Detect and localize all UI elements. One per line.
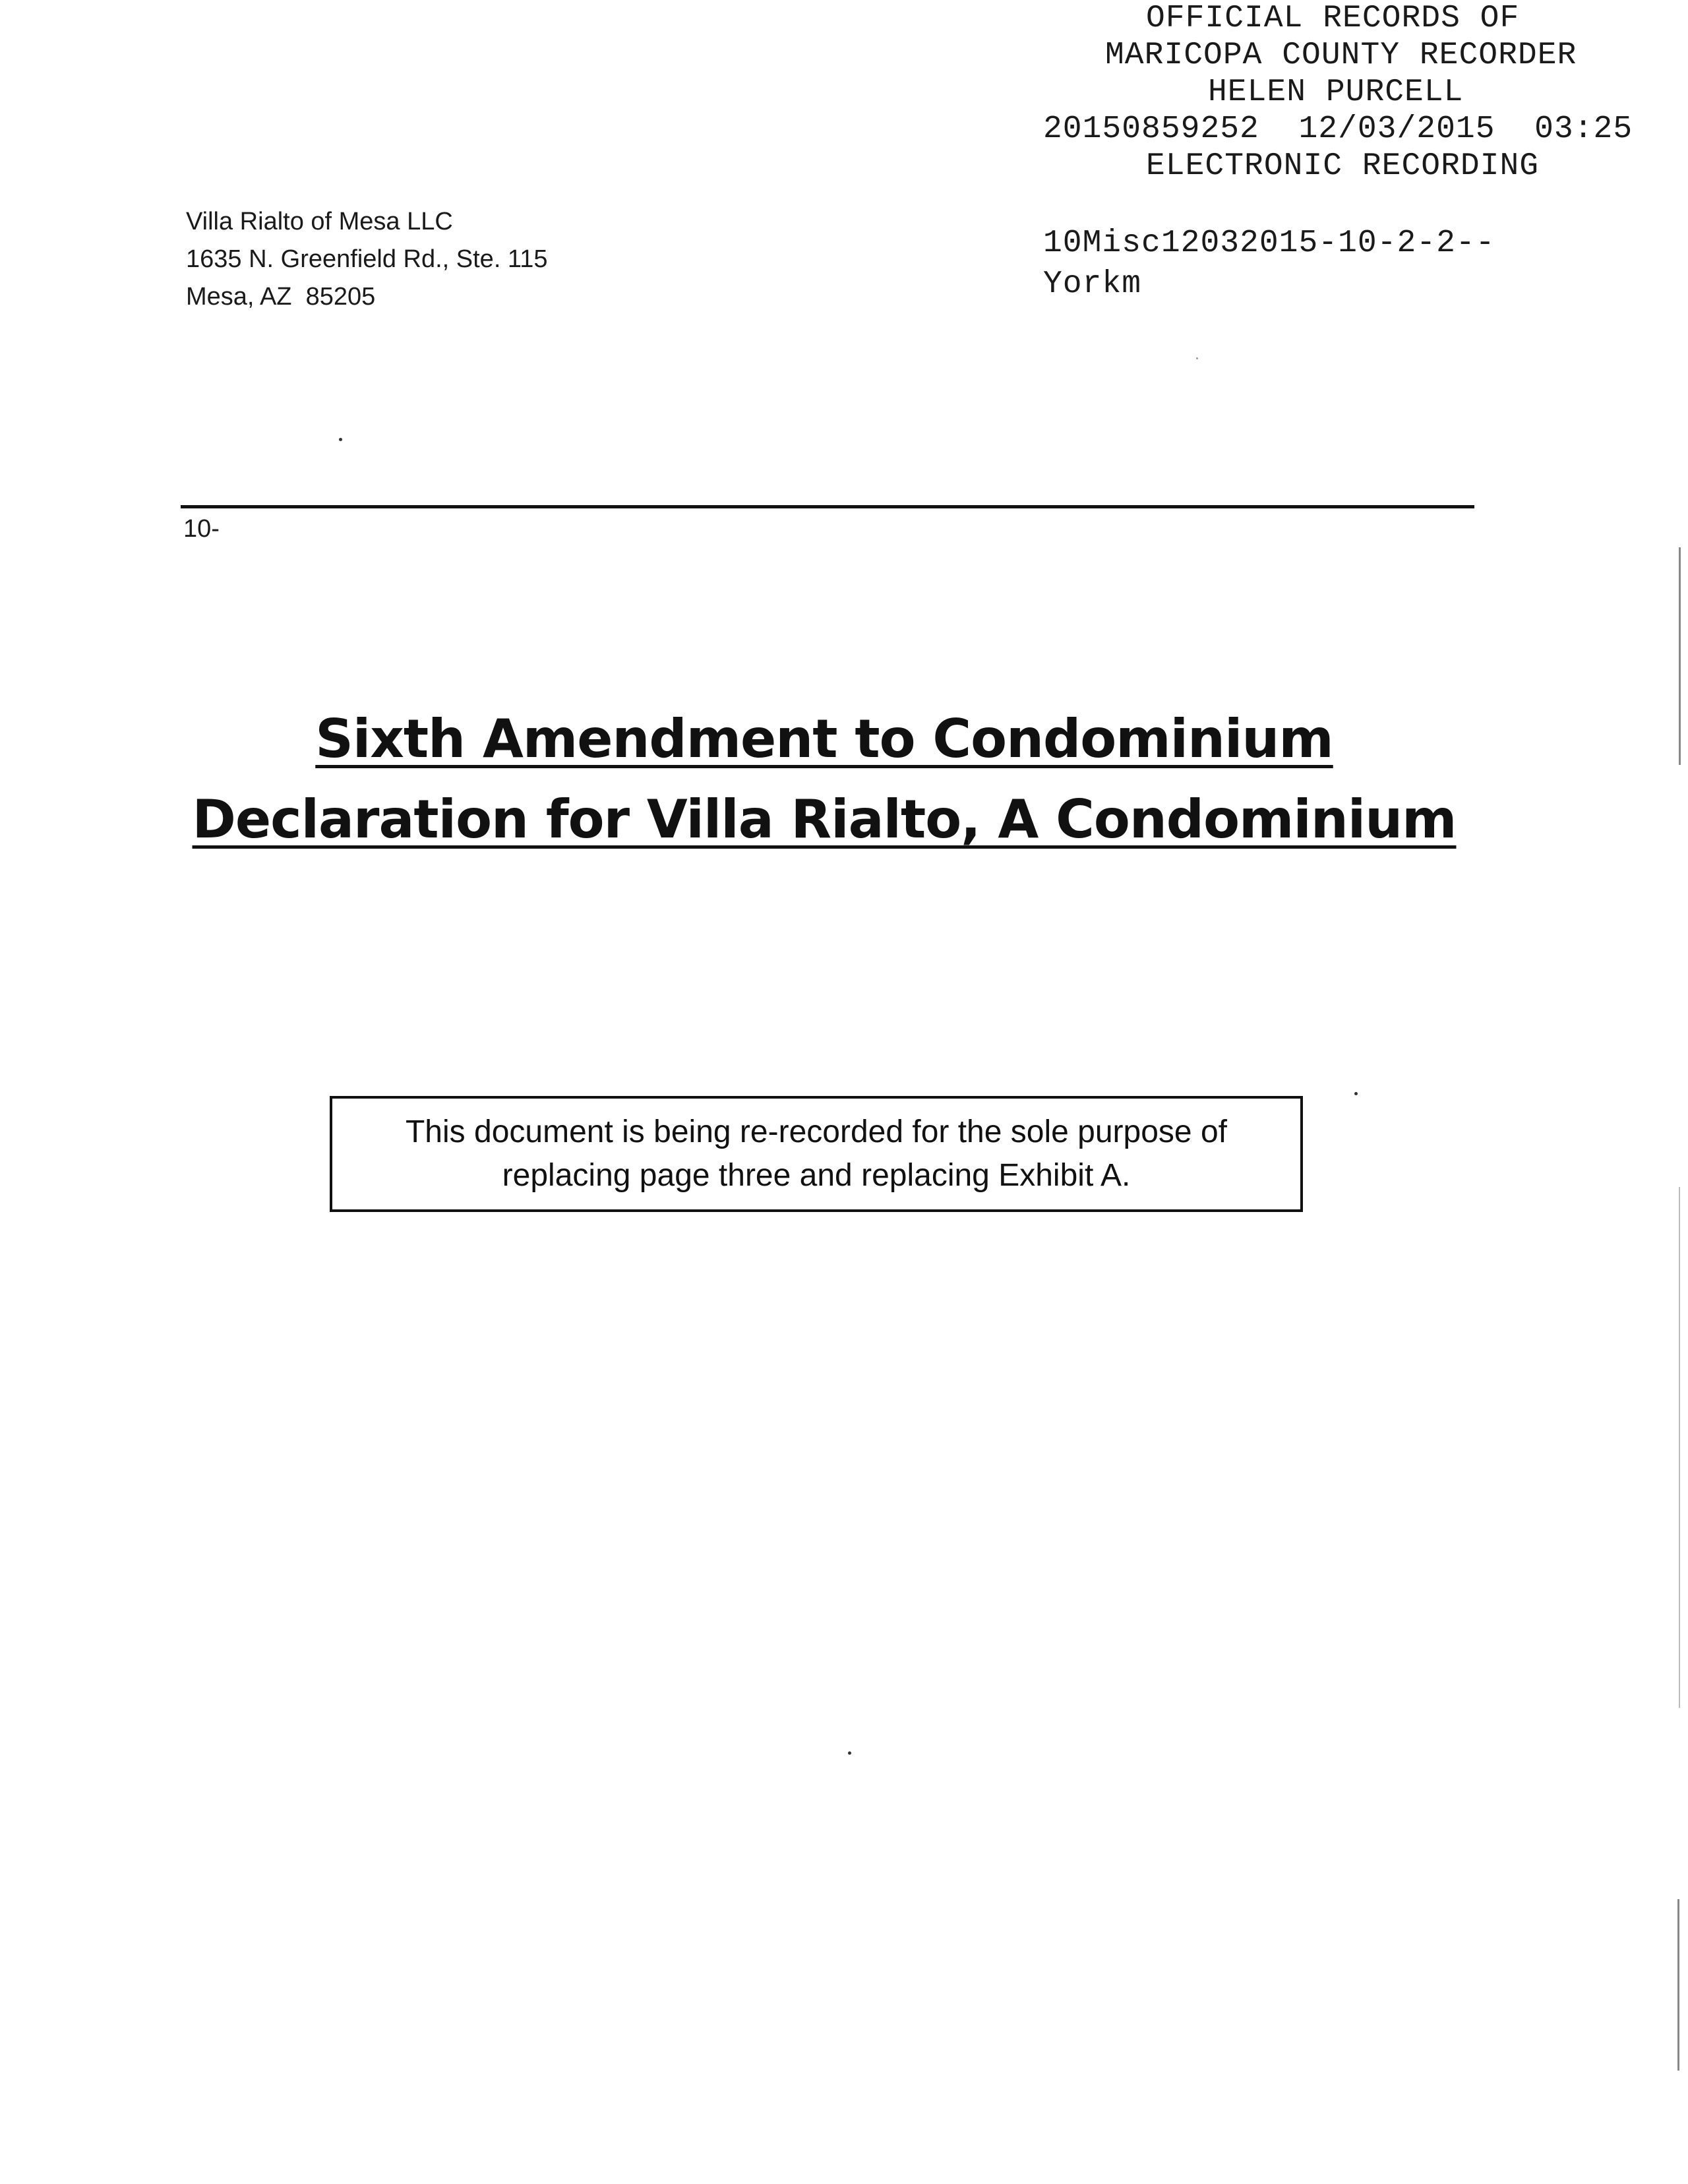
record-code-line-1: 10Misc12032015-10-2-2--	[1043, 226, 1495, 261]
return-address-street: 1635 N. Greenfield Rd., Ste. 115	[186, 245, 548, 273]
document-title	[0, 699, 1648, 860]
recorder-stamp	[1029, 0, 1675, 185]
stamp-line-record-number-date-time: 20150859252 12/03/2015 03:25	[1043, 111, 1633, 147]
document-title-line-1: Sixth Amendment to Condominium	[315, 708, 1333, 770]
re-recording-notice-box	[330, 1096, 1303, 1212]
stamp-line-recorder-name: HELEN PURCELL	[1208, 75, 1464, 110]
record-code-line-2: Yorkm	[1043, 266, 1142, 302]
return-address	[186, 203, 548, 316]
document-title-line-2: Declaration for Villa Rialto, A Condominium	[192, 789, 1457, 850]
stamp-line-recording-type: ELECTRONIC RECORDING	[1146, 148, 1540, 184]
divider-caption: 10-	[183, 515, 220, 543]
scan-speck	[848, 1751, 851, 1755]
stamp-line-county-recorder: MARICOPA COUNTY RECORDER	[1105, 38, 1577, 73]
record-code	[1043, 223, 1495, 305]
return-address-name: Villa Rialto of Mesa LLC	[186, 208, 453, 235]
scan-speck	[339, 438, 342, 441]
scan-edge-mark	[1679, 1187, 1680, 1708]
notice-line-1: This document is being re-recorded for the sole purpose of	[405, 1114, 1227, 1149]
scan-edge-mark	[1677, 1899, 1679, 2071]
scan-speck	[1354, 1092, 1358, 1095]
notice-line-2: replacing page three and replacing Exhibit A.	[502, 1158, 1131, 1193]
return-address-city: Mesa, AZ 85205	[186, 283, 376, 311]
scan-edge-mark	[1679, 547, 1681, 765]
stamp-line-official-records: OFFICIAL RECORDS OF	[1146, 1, 1520, 36]
scan-speck	[1196, 357, 1198, 359]
header-divider	[181, 505, 1474, 508]
